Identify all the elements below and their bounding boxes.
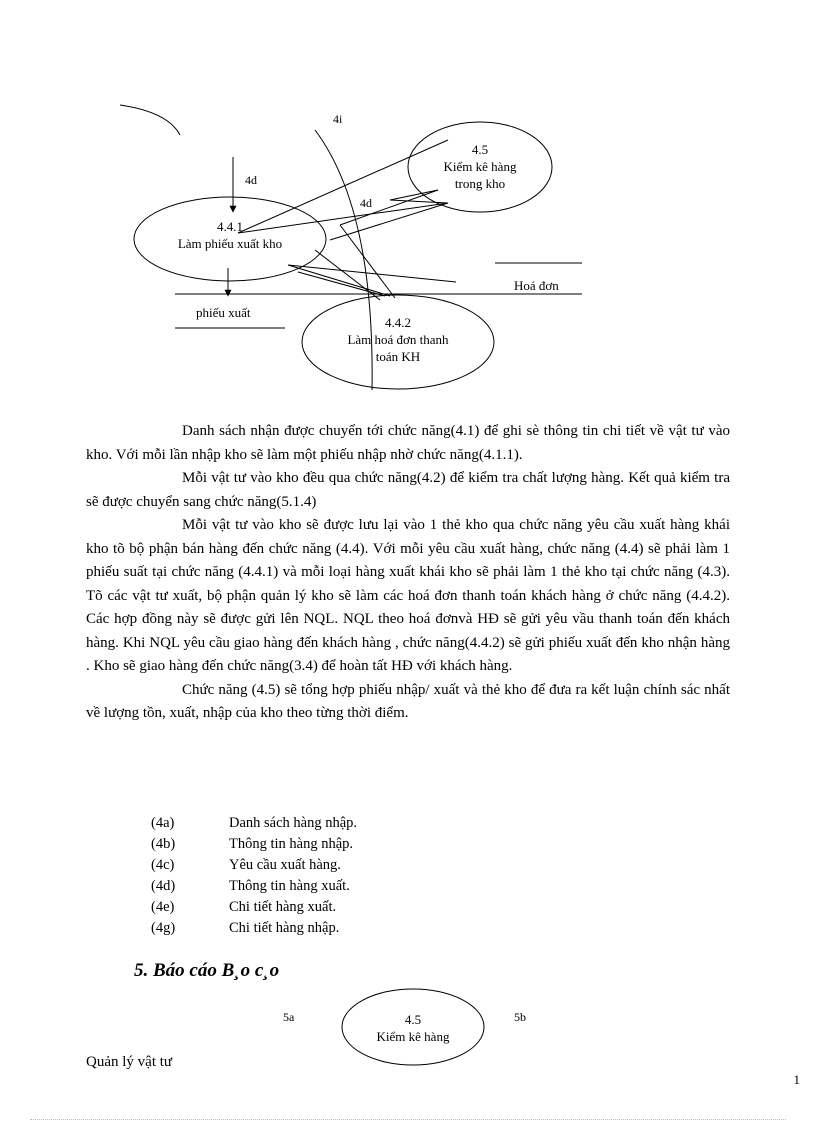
legend-text: Thông tin hàng nhập. bbox=[229, 836, 354, 852]
process-45-name-1: Kiểm kê hàng bbox=[443, 159, 517, 174]
process-441-id: 4.4.1 bbox=[217, 219, 243, 234]
legend-code: (4d) bbox=[151, 878, 176, 894]
legend-text: Chi tiết hàng xuất. bbox=[229, 899, 337, 915]
legend-code: (4g) bbox=[151, 920, 176, 936]
paragraph-3: Mỗi vật tư vào kho sẽ được lưu lại vào 1 thẻ kho qua chức năng yêu cầu xuất hàng khái kho tõ bộ phận bán hàng đến chức năng (4.4). Với mỗi yêu cầu xuất hàng, chức năng (4.4) sẽ phải làm 1 phiếu suất tại chức năng (4.4.1) và mỗi loại hàng xuất khái kho sẽ phải làm 1 thẻ kho tại chức năng (4.3). Tõ các vật tư xuất, bộ phận quản lý kho sẽ làm các hoá đơn thanh toán khách hàng ở chức năng (4.4.2). Các hợp đồng này sẽ được gửi lên NQL. NQL theo hoá đơnvà HĐ sẽ gửi yêu vầu thanh toán đến khách hàng. Khi NQL yêu cầu giao hàng đến khách hàng , chức năng(4.4.2) sẽ gửi phiếu xuất đến kho nhận hàng . Kho sẽ giao hàng đến chức năng(3.4) để hoàn tất HĐ với khách hàng. bbox=[86, 517, 730, 674]
legend-text: Yêu cầu xuất hàng. bbox=[229, 857, 341, 873]
store-hoa-don-label: Hoá đơn bbox=[514, 278, 559, 293]
process-node-45-report bbox=[343, 1011, 483, 1045]
legend-code: (4e) bbox=[151, 899, 175, 915]
process-442-name-1: Làm hoá đơn thanh bbox=[347, 332, 449, 347]
process-45-report-name: Kiểm kê hàng bbox=[376, 1029, 450, 1044]
legend-code: (4a) bbox=[151, 815, 175, 831]
page-divider bbox=[30, 1119, 786, 1120]
flow-label-4i: 4i bbox=[333, 112, 343, 126]
paragraph-4: Chức năng (4.5) sẽ tổng hợp phiếu nhập/ xuất và thẻ kho để đưa ra kết luận chính sác nhất về lượng tồn, xuất, nhập của kho theo từng thời điểm. bbox=[86, 681, 730, 721]
process-45-id: 4.5 bbox=[471, 142, 489, 157]
section-heading: 5. Báo cáo B¸o c¸o bbox=[134, 960, 280, 981]
flow-label-5b: 5b bbox=[514, 1010, 526, 1024]
process-442-id: 4.4.2 bbox=[385, 315, 411, 330]
legend-text: Thông tin hàng xuất. bbox=[229, 878, 350, 894]
paragraph-2: Mỗi vật tư vào kho đều qua chức năng(4.2) để kiểm tra chất lượng hàng. Kết quả kiểm tra sẽ được chuyển sang chức năng(5.1.4) bbox=[86, 470, 730, 510]
process-441-name: Làm phiếu xuất kho bbox=[177, 236, 283, 251]
legend-text: Danh sách hàng nhập. bbox=[229, 815, 358, 831]
store-phieu-xuat-label: phiếu xuất bbox=[196, 305, 251, 320]
paragraph-1: Danh sách nhận được chuyển tới chức năng(4.1) để ghi sè thông tin chi tiết về vật tư vào kho. Với mỗi lần nhập kho sẽ làm một phiếu nhập nhờ chức năng(4.1.1). bbox=[86, 423, 730, 463]
legend-code: (4b) bbox=[151, 836, 176, 852]
legend-text: Chi tiết hàng nhập. bbox=[229, 920, 340, 936]
legend-code: (4c) bbox=[151, 857, 175, 873]
flow-label-5a: 5a bbox=[283, 1010, 295, 1024]
footer-title: Quản lý vật tư bbox=[86, 1054, 173, 1070]
process-45-report-id: 4.5 bbox=[404, 1012, 422, 1027]
process-45-name-2: trong kho bbox=[454, 176, 506, 191]
page-number: 1 bbox=[793, 1072, 800, 1087]
process-442-name-2: toán KH bbox=[375, 349, 421, 364]
flow-label-4d-left: 4d bbox=[245, 173, 257, 187]
flow-label-4d-mid: 4d bbox=[360, 196, 372, 210]
